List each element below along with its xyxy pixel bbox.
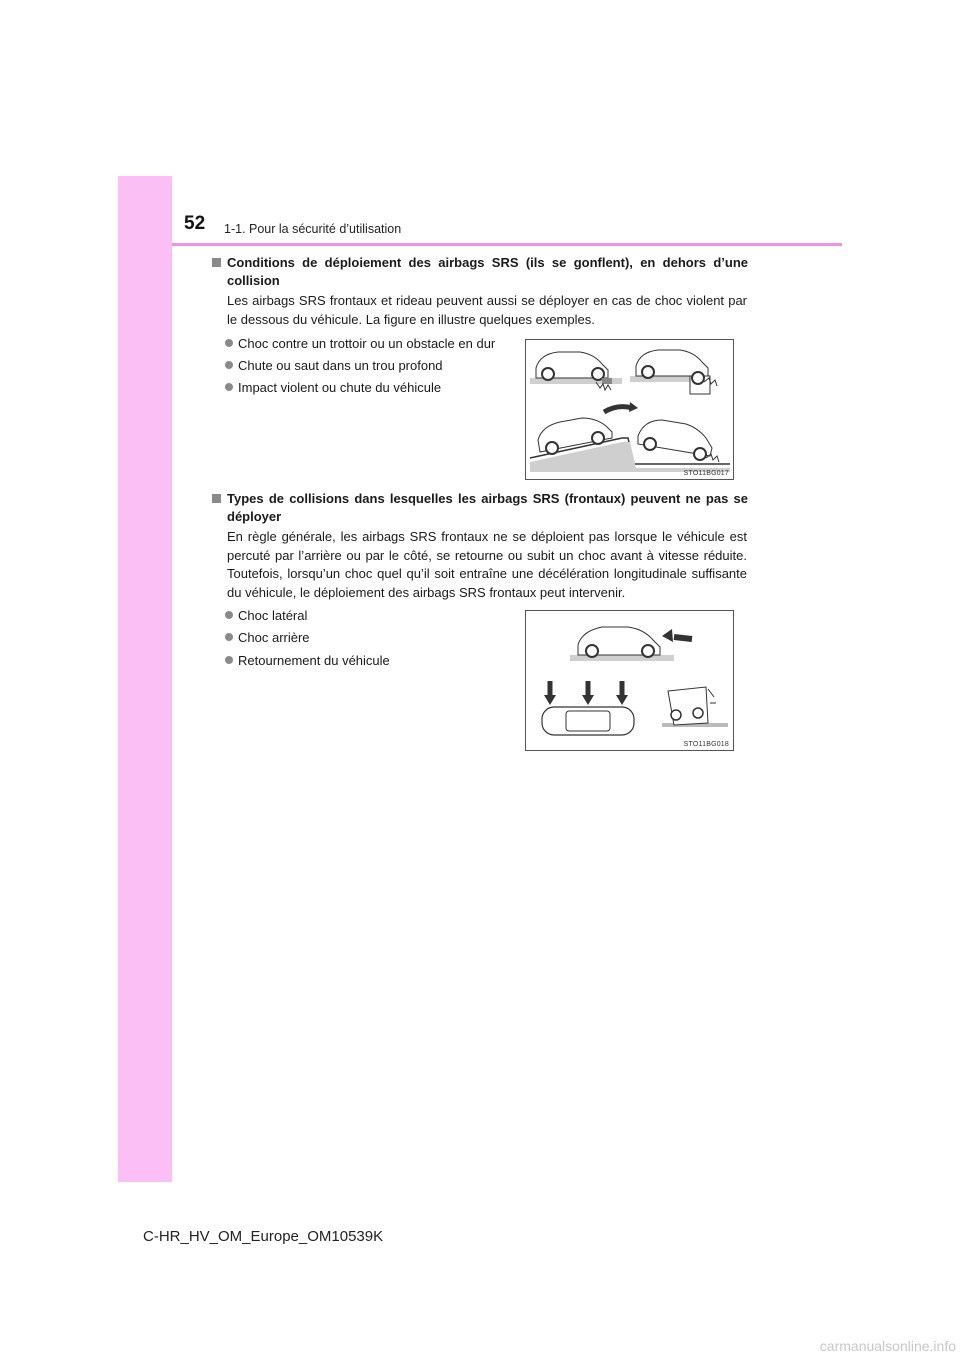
list-item: Choc latéral <box>225 608 307 624</box>
list-item: Chute ou saut dans un trou profond <box>225 358 443 374</box>
bullet-dot-icon <box>225 656 233 664</box>
document-code: C-HR_HV_OM_Europe_OM10539K <box>143 1228 384 1245</box>
section-2-paragraph: En règle générale, les airbags SRS frontaux ne se déploient pas lorsque le véhicule est percuté par l’arrière ou par le côté, se retourne ou subit un choc avant à vitesse réduite. Toutefois, lorsqu’un choc quel qu’il soit entraîne une décélération longitudinale suffisante du véhicule, le déploiement des airbags SRS frontaux peut intervenir. <box>227 529 747 600</box>
figure-undercarriage-impacts <box>525 339 734 480</box>
list-item: Choc arrière <box>225 630 310 646</box>
car-impact-illustration <box>526 340 733 479</box>
figure-code: STO11BG017 <box>683 470 729 477</box>
bullet-dot-icon <box>225 633 233 641</box>
bullet-dot-icon <box>225 383 233 391</box>
list-item: Choc contre un trottoir ou un obstacle en dur <box>225 336 495 352</box>
figure-non-deployment-collisions <box>525 610 734 751</box>
bullet-dot-icon <box>225 339 233 347</box>
square-bullet-icon <box>212 258 221 267</box>
side-color-band <box>118 176 172 1182</box>
list-item: Impact violent ou chute du véhicule <box>225 380 441 396</box>
list-item: Retournement du véhicule <box>225 653 390 669</box>
bullet-dot-icon <box>225 611 233 619</box>
car-collision-illustration <box>526 611 733 750</box>
page-number: 52 <box>184 213 206 234</box>
section-1-paragraph: Les airbags SRS frontaux et rideau peuvent aussi se déployer en cas de choc violent par le dessous du véhicule. La figure en illustre quelques exemples. <box>227 293 747 327</box>
square-bullet-icon <box>212 494 221 503</box>
section-title: 1-1. Pour la sécurité d’utilisation <box>224 222 402 236</box>
section-1-heading: Conditions de déploiement des airbags SRS (ils se gonflent), en dehors d’une collision <box>212 254 748 290</box>
watermark: carmanualsonline.info <box>819 1338 956 1354</box>
bullet-dot-icon <box>225 361 233 369</box>
figure-code: STO11BG018 <box>683 741 729 748</box>
section-2-heading: Types de collisions dans lesquelles les airbags SRS (frontaux) peuvent ne pas se déployer <box>212 490 748 526</box>
header-rule <box>172 243 842 246</box>
